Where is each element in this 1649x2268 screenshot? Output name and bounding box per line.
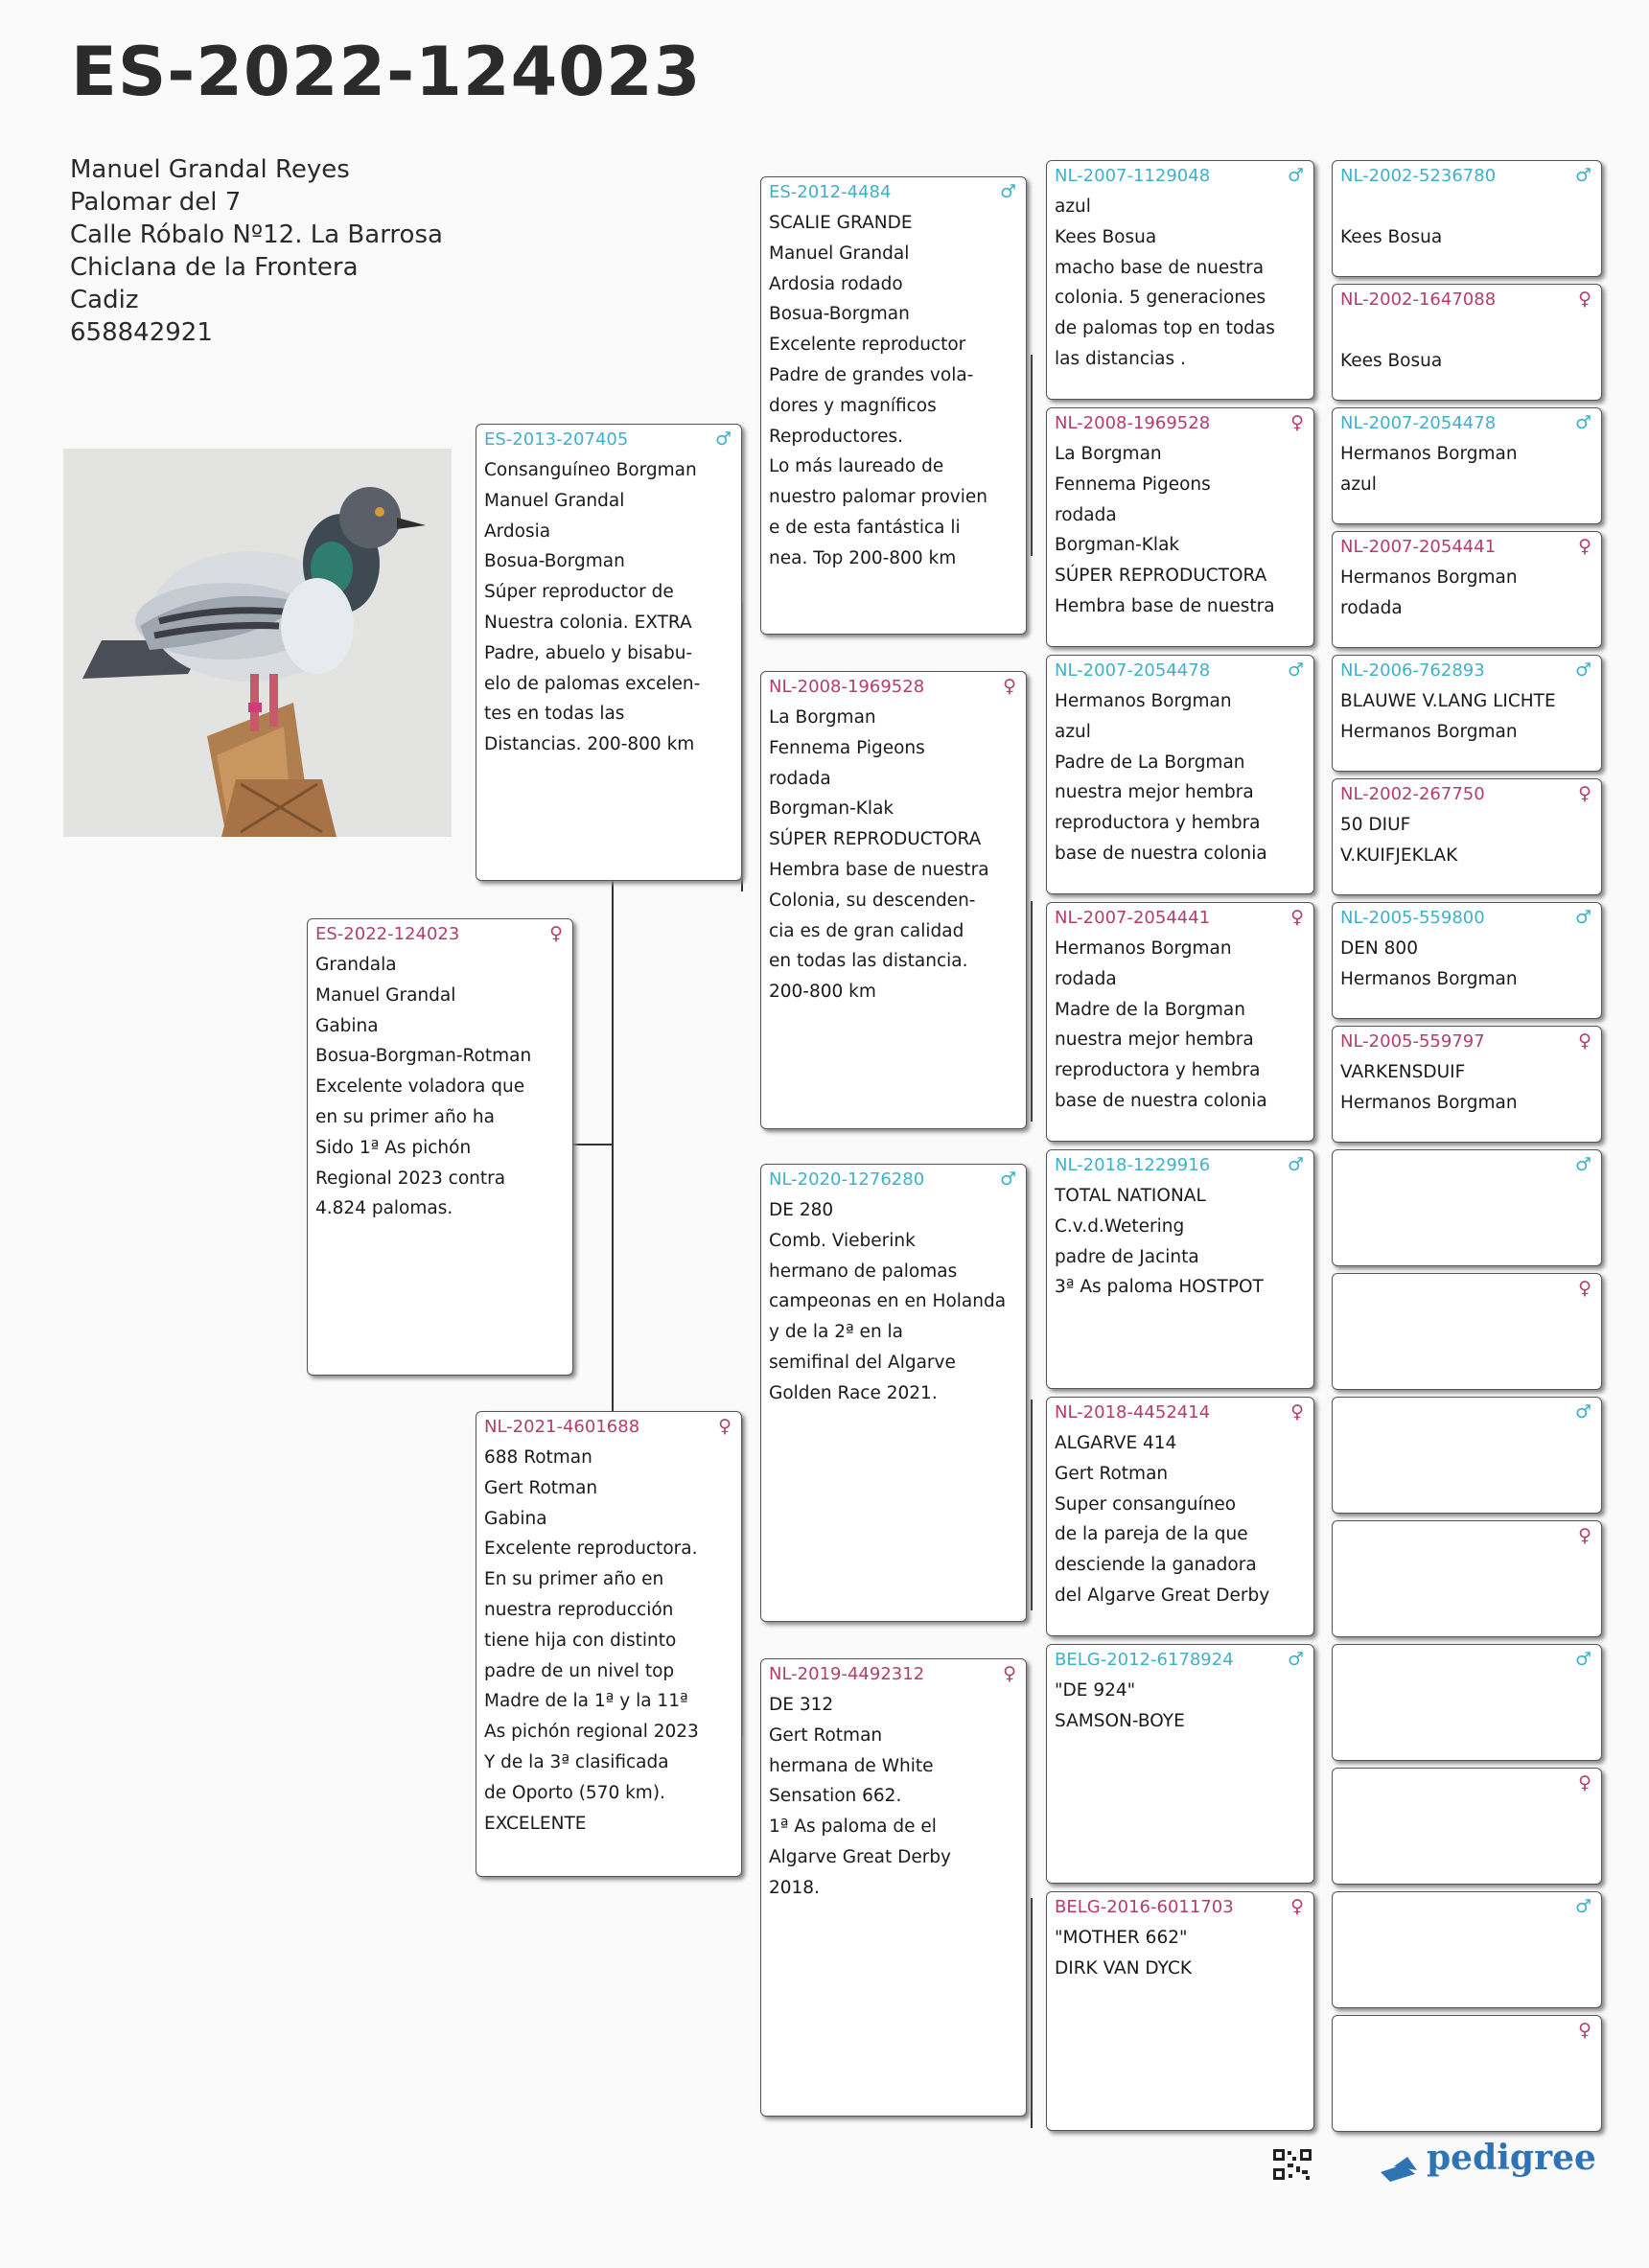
card-line: cia es de gran calidad xyxy=(769,920,964,941)
card-line: nuestra mejor hembra xyxy=(1055,1030,1254,1051)
card-details xyxy=(1055,1923,1308,1984)
card-line: de Oporto (570 km). xyxy=(484,1782,665,1803)
card-line: desciende la ganadora xyxy=(1055,1555,1257,1576)
card-line: ALGARVE 414 xyxy=(1055,1433,1177,1453)
card-line: As pichón regional 2023 xyxy=(484,1722,699,1743)
card-line: DEN 800 xyxy=(1340,938,1418,959)
ring-number: NL-2002-5236780 xyxy=(1340,166,1497,186)
card-line: Regional 2023 contra xyxy=(315,1168,506,1189)
female-symbol-icon: ♀ xyxy=(718,1416,732,1437)
card-line: Excelente reproductor xyxy=(769,335,966,356)
card-line: Hermanos Borgman xyxy=(1340,968,1518,989)
ring-number: NL-2008-1969528 xyxy=(1055,413,1211,433)
male-symbol-icon: ♂ xyxy=(1287,1154,1304,1175)
female-symbol-icon: ♀ xyxy=(1003,676,1016,697)
pedigree-card-ds[interactable] xyxy=(760,1164,1027,1622)
card-line: rodada xyxy=(1340,597,1403,618)
card-line: Colonia, su descenden- xyxy=(769,890,976,911)
card-line: Súper reproductor de xyxy=(484,582,674,603)
card-line: 688 Rotman xyxy=(484,1447,592,1468)
brand-logo-text: pedigree xyxy=(1427,2138,1596,2178)
card-line: Excelente reproductora. xyxy=(484,1539,698,1560)
card-line: DE 312 xyxy=(769,1695,834,1715)
connector xyxy=(1031,1898,1033,2128)
card-line: 200-800 km xyxy=(769,982,876,1003)
card-line: Gert Rotman xyxy=(1055,1463,1169,1484)
card-line: Hermanos Borgman xyxy=(1340,1092,1518,1113)
card-line: "MOTHER 662" xyxy=(1055,1928,1188,1948)
ring-number: NL-2020-1276280 xyxy=(769,1169,925,1190)
female-symbol-icon: ♀ xyxy=(1003,1663,1016,1684)
card-line: Gabina xyxy=(315,1015,379,1036)
pedigree-card-g5-1[interactable] xyxy=(1332,160,1602,277)
card-line: Madre de la Borgman xyxy=(1055,999,1245,1020)
card-details xyxy=(769,208,1020,574)
pedigree-card-ssd[interactable] xyxy=(1046,407,1314,647)
card-line: Fennema Pigeons xyxy=(769,737,925,758)
card-line: azul xyxy=(1055,721,1091,742)
female-symbol-icon: ♀ xyxy=(1578,1030,1591,1052)
card-line: Ardosia xyxy=(484,521,551,542)
pedigree-card-sds[interactable] xyxy=(1046,655,1314,894)
ring-number: NL-2018-1229916 xyxy=(1055,1155,1211,1175)
card-line: en todas las distancia. xyxy=(769,951,968,972)
card-line: Hermanos Borgman xyxy=(1340,444,1518,464)
card-line: Golden Race 2021. xyxy=(769,1382,938,1403)
card-details xyxy=(1055,192,1308,375)
card-line: nuestro palomar provien xyxy=(769,487,987,508)
card-line: Gabina xyxy=(484,1508,547,1529)
ring-number: NL-2021-4601688 xyxy=(484,1417,640,1437)
pedigree-title: ES-2022-124023 xyxy=(71,33,702,111)
card-line: Padre de La Borgman xyxy=(1055,752,1245,773)
card-details xyxy=(1340,563,1595,624)
card-line: elo de palomas excelen- xyxy=(484,673,701,694)
ring-number: ES-2013-207405 xyxy=(484,429,629,450)
female-symbol-icon: ♀ xyxy=(1290,412,1304,433)
card-line: Hembra base de nuestra xyxy=(769,859,989,880)
pedigree-card-sd[interactable] xyxy=(760,671,1027,1129)
pedigree-card-sss[interactable] xyxy=(1046,160,1314,400)
card-line: C.v.d.Wetering xyxy=(1055,1215,1185,1237)
card-details xyxy=(769,1195,1020,1409)
card-line: Fennema Pigeons xyxy=(1055,474,1211,495)
card-line: Kees Bosua xyxy=(1340,350,1443,371)
card-line: de la pareja de la que xyxy=(1055,1524,1248,1545)
card-line: SAMSON-BOYE xyxy=(1055,1710,1185,1731)
owner-phone: 658842921 xyxy=(70,318,213,347)
card-line: dores y magníficos xyxy=(769,395,937,416)
card-line: La Borgman xyxy=(1055,444,1162,464)
card-line: rodada xyxy=(769,768,831,789)
card-line: 50 DIUF xyxy=(1340,815,1411,835)
female-symbol-icon: ♀ xyxy=(1290,907,1304,928)
card-line: hermana de White xyxy=(769,1755,934,1776)
card-line: Manuel Grandal xyxy=(315,984,456,1006)
pedigree-card-dds[interactable] xyxy=(1046,1644,1314,1884)
card-line: Bosua-Borgman xyxy=(484,551,625,572)
owner-name: Manuel Grandal Reyes xyxy=(70,155,350,184)
card-line: Hermanos Borgman xyxy=(1055,938,1232,959)
female-symbol-icon: ♀ xyxy=(1578,783,1591,804)
card-details xyxy=(769,1690,1020,1904)
ring-number: NL-2006-762893 xyxy=(1340,660,1485,681)
pedigree-card-g5-6[interactable] xyxy=(1332,778,1602,895)
card-line: hermano de palomas xyxy=(769,1261,958,1282)
card-line: DIRK VAN DYCK xyxy=(1055,1957,1192,1979)
owner-city: Chiclana de la Frontera xyxy=(70,253,359,282)
card-details xyxy=(1340,934,1595,995)
ring-number: NL-2018-4452414 xyxy=(1055,1402,1211,1423)
ring-number: NL-2007-1129048 xyxy=(1055,166,1211,186)
pedigree-card-subject[interactable] xyxy=(307,918,573,1376)
card-details xyxy=(1340,810,1595,871)
connector xyxy=(1031,355,1033,556)
card-line xyxy=(1340,192,1595,222)
card-details xyxy=(1055,1181,1308,1303)
card-line xyxy=(1340,315,1595,346)
ring-number: NL-2008-1969528 xyxy=(769,677,925,697)
card-details xyxy=(1340,439,1595,500)
card-line: macho base de nuestra xyxy=(1055,257,1265,278)
male-symbol-icon: ♂ xyxy=(1574,1896,1591,1917)
card-line: Ardosia rodado xyxy=(769,273,903,294)
card-line: e de esta fantástica li xyxy=(769,517,961,538)
card-line: Kees Bosua xyxy=(1340,226,1443,247)
card-line: Nuestra colonia. EXTRA xyxy=(484,612,692,633)
female-symbol-icon: ♀ xyxy=(1578,1278,1591,1299)
pedigree-card-g5-5[interactable] xyxy=(1332,655,1602,772)
card-line: Comb. Vieberink xyxy=(769,1230,916,1251)
card-line: campeonas en en Holanda xyxy=(769,1291,1007,1312)
card-line: Padre de grandes vola- xyxy=(769,364,974,385)
ring-number: NL-2005-559800 xyxy=(1340,908,1485,928)
card-details xyxy=(1340,1057,1595,1119)
male-symbol-icon: ♂ xyxy=(1287,1649,1304,1670)
pedigree-card-g5-16[interactable] xyxy=(1332,2015,1602,2132)
card-line: azul xyxy=(1340,474,1377,495)
card-line: Kees Bosua xyxy=(1055,226,1157,247)
card-line: DE 280 xyxy=(769,1200,834,1220)
female-symbol-icon: ♀ xyxy=(549,923,563,944)
card-line: Grandala xyxy=(315,955,397,975)
pedigree-card-g5-13[interactable] xyxy=(1332,1644,1602,1761)
ring-number: NL-2007-2054441 xyxy=(1055,908,1211,928)
card-line: BLAUWE V.LANG LICHTE xyxy=(1340,691,1556,711)
card-line: VARKENSDUIF xyxy=(1340,1062,1466,1082)
card-line: colonia. 5 generaciones xyxy=(1055,288,1266,309)
card-details xyxy=(1055,439,1308,622)
card-line: Hembra base de nuestra xyxy=(1055,595,1275,616)
card-line: "DE 924" xyxy=(1055,1680,1136,1701)
ring-number: BELG-2012-6178924 xyxy=(1055,1650,1234,1670)
male-symbol-icon: ♂ xyxy=(1287,165,1304,186)
card-line: padre de Jacinta xyxy=(1055,1246,1199,1267)
card-line: SÚPER REPRODUCTORA xyxy=(1055,566,1267,587)
female-symbol-icon: ♀ xyxy=(1578,289,1591,310)
card-line: La Borgman xyxy=(769,707,876,728)
male-symbol-icon: ♂ xyxy=(999,1169,1016,1190)
card-details xyxy=(1055,934,1308,1117)
card-line: y de la 2ª en la xyxy=(769,1322,904,1343)
pedigree-card-g5-10[interactable] xyxy=(1332,1273,1602,1390)
card-details xyxy=(1055,686,1308,869)
card-line: Padre, abuelo y bisabu- xyxy=(484,642,693,663)
card-details xyxy=(484,1443,735,1839)
qr-code-icon xyxy=(1273,2149,1312,2180)
pedigree-card-g5-15[interactable] xyxy=(1332,1891,1602,2008)
card-line: Excelente voladora que xyxy=(315,1076,525,1098)
card-line: las distancias . xyxy=(1055,348,1186,369)
pedigree-card-dd[interactable] xyxy=(760,1658,1027,2117)
card-line: V.KUIFJEKLAK xyxy=(1340,845,1458,866)
pedigree-card-dam[interactable] xyxy=(476,1411,742,1877)
connector xyxy=(569,1144,614,1146)
pedigree-card-g5-8[interactable] xyxy=(1332,1026,1602,1143)
card-details xyxy=(1340,686,1595,748)
card-line: Gert Rotman xyxy=(769,1724,883,1746)
male-symbol-icon: ♂ xyxy=(714,428,732,450)
female-symbol-icon: ♀ xyxy=(1578,2020,1591,2041)
pedigree-card-g5-12[interactable] xyxy=(1332,1520,1602,1637)
card-details xyxy=(769,703,1020,1007)
card-line: Hermanos Borgman xyxy=(1340,721,1518,742)
pedigree-card-g5-4[interactable] xyxy=(1332,531,1602,648)
card-line: En su primer año en xyxy=(484,1569,664,1590)
male-symbol-icon: ♂ xyxy=(1574,165,1591,186)
pedigree-card-g5-9[interactable] xyxy=(1332,1149,1602,1266)
card-line: Bosua-Borgman xyxy=(769,304,910,325)
pedigree-card-g5-7[interactable] xyxy=(1332,902,1602,1019)
card-line: en su primer año ha xyxy=(315,1106,495,1127)
card-line: Consanguíneo Borgman xyxy=(484,460,697,480)
ring-number: ES-2012-4484 xyxy=(769,182,892,202)
ring-number: ES-2022-124023 xyxy=(315,924,460,944)
card-line: tes en todas las xyxy=(484,704,625,725)
card-details xyxy=(1340,315,1595,377)
female-symbol-icon: ♀ xyxy=(1290,1401,1304,1423)
card-line: Manuel Grandal xyxy=(484,490,625,511)
card-line: nea. Top 200-800 km xyxy=(769,547,957,568)
card-line: nuestra mejor hembra xyxy=(1055,782,1254,803)
pedigree-card-g5-2[interactable] xyxy=(1332,284,1602,401)
card-line: Gert Rotman xyxy=(484,1477,598,1498)
female-symbol-icon: ♀ xyxy=(1578,1525,1591,1546)
card-line: padre de un nivel top xyxy=(484,1660,675,1681)
card-line: del Algarve Great Derby xyxy=(1055,1585,1270,1606)
card-line: SÚPER REPRODUCTORA xyxy=(769,829,982,850)
ring-number: NL-2005-559797 xyxy=(1340,1031,1485,1052)
card-details xyxy=(315,950,567,1224)
card-line: tiene hija con distinto xyxy=(484,1630,677,1651)
owner-province: Cadiz xyxy=(70,286,139,314)
card-line: Sido 1ª As pichón xyxy=(315,1137,472,1158)
ring-number: NL-2002-1647088 xyxy=(1340,289,1497,310)
connector xyxy=(1031,1400,1033,1610)
card-line: Sensation 662. xyxy=(769,1786,902,1807)
pedigree-card-dss[interactable] xyxy=(1046,1149,1314,1389)
pigeon-illustration xyxy=(63,449,452,837)
pedigree-card-ddd[interactable] xyxy=(1046,1891,1314,2131)
ring-number: NL-2002-267750 xyxy=(1340,784,1485,804)
card-line: SCALIE GRANDE xyxy=(769,213,913,233)
pedigree-card-sire[interactable] xyxy=(476,424,742,881)
card-line: Borgman-Klak xyxy=(769,798,894,820)
owner-street: Calle Róbalo Nº12. La Barrosa xyxy=(70,220,443,249)
card-line: reproductora y hembra xyxy=(1055,813,1261,834)
card-details xyxy=(1055,1428,1308,1611)
pigeon-photo xyxy=(63,449,452,837)
card-line: EXCELENTE xyxy=(484,1813,587,1834)
female-symbol-icon: ♀ xyxy=(1290,1896,1304,1917)
card-line: Algarve Great Derby xyxy=(769,1846,952,1867)
card-line: semifinal del Algarve xyxy=(769,1352,956,1373)
male-symbol-icon: ♂ xyxy=(1574,1154,1591,1175)
card-line: Borgman-Klak xyxy=(1055,535,1180,556)
card-line: Super consanguíneo xyxy=(1055,1493,1237,1515)
card-line: rodada xyxy=(1055,968,1117,989)
card-line: Madre de la 1ª y la 11ª xyxy=(484,1691,688,1712)
ring-number: NL-2007-2054441 xyxy=(1340,537,1497,557)
card-line: 2018. xyxy=(769,1877,820,1898)
ring-number: NL-2007-2054478 xyxy=(1055,660,1211,681)
connector xyxy=(612,880,614,1417)
card-line: rodada xyxy=(1055,504,1117,525)
male-symbol-icon: ♂ xyxy=(1574,660,1591,681)
female-symbol-icon: ♀ xyxy=(1578,536,1591,557)
ring-number: NL-2007-2054478 xyxy=(1340,413,1497,433)
male-symbol-icon: ♂ xyxy=(1574,412,1591,433)
male-symbol-icon: ♂ xyxy=(1287,660,1304,681)
pedigree-card-sdd[interactable] xyxy=(1046,902,1314,1142)
female-symbol-icon: ♀ xyxy=(1578,1772,1591,1794)
card-line: TOTAL NATIONAL xyxy=(1055,1186,1206,1206)
owner-loft: Palomar del 7 xyxy=(70,188,242,217)
card-line: base de nuestra colonia xyxy=(1055,843,1267,864)
card-line: 3ª As paloma HOSTPOT xyxy=(1055,1277,1264,1298)
male-symbol-icon: ♂ xyxy=(1574,1649,1591,1670)
ring-number: BELG-2016-6011703 xyxy=(1055,1897,1234,1917)
card-details xyxy=(1340,192,1595,253)
card-line: Hermanos Borgman xyxy=(1055,691,1232,711)
card-line: nuestra reproducción xyxy=(484,1599,674,1620)
card-line: base de nuestra colonia xyxy=(1055,1090,1267,1111)
connector xyxy=(1031,901,1033,1122)
male-symbol-icon: ♂ xyxy=(1574,1401,1591,1423)
card-line: Distancias. 200-800 km xyxy=(484,734,695,755)
card-details xyxy=(1055,1676,1308,1737)
card-line: 1ª As paloma de el xyxy=(769,1817,937,1838)
male-symbol-icon: ♂ xyxy=(999,181,1016,202)
card-line: 4.824 palomas. xyxy=(315,1198,453,1219)
male-symbol-icon: ♂ xyxy=(1574,907,1591,928)
card-line: Manuel Grandal xyxy=(769,243,910,264)
pedigree-card-dsd[interactable] xyxy=(1046,1397,1314,1636)
card-line: reproductora y hembra xyxy=(1055,1060,1261,1081)
pedigree-card-g5-3[interactable] xyxy=(1332,407,1602,524)
owner-info xyxy=(70,153,443,349)
card-line: azul xyxy=(1055,197,1091,217)
card-line: Lo más laureado de xyxy=(769,456,944,477)
ring-number: NL-2019-4492312 xyxy=(769,1664,925,1684)
pedigree-card-g5-14[interactable] xyxy=(1332,1768,1602,1885)
card-line: Y de la 3ª clasificada xyxy=(484,1751,669,1772)
card-details xyxy=(484,455,735,760)
card-line: Reproductores. xyxy=(769,426,903,447)
pedigree-card-ss[interactable] xyxy=(760,176,1027,635)
pedigree-card-g5-11[interactable] xyxy=(1332,1397,1602,1514)
card-line: Bosua-Borgman-Rotman xyxy=(315,1046,532,1067)
card-line: de palomas top en todas xyxy=(1055,318,1275,339)
card-line: Hermanos Borgman xyxy=(1340,567,1518,588)
